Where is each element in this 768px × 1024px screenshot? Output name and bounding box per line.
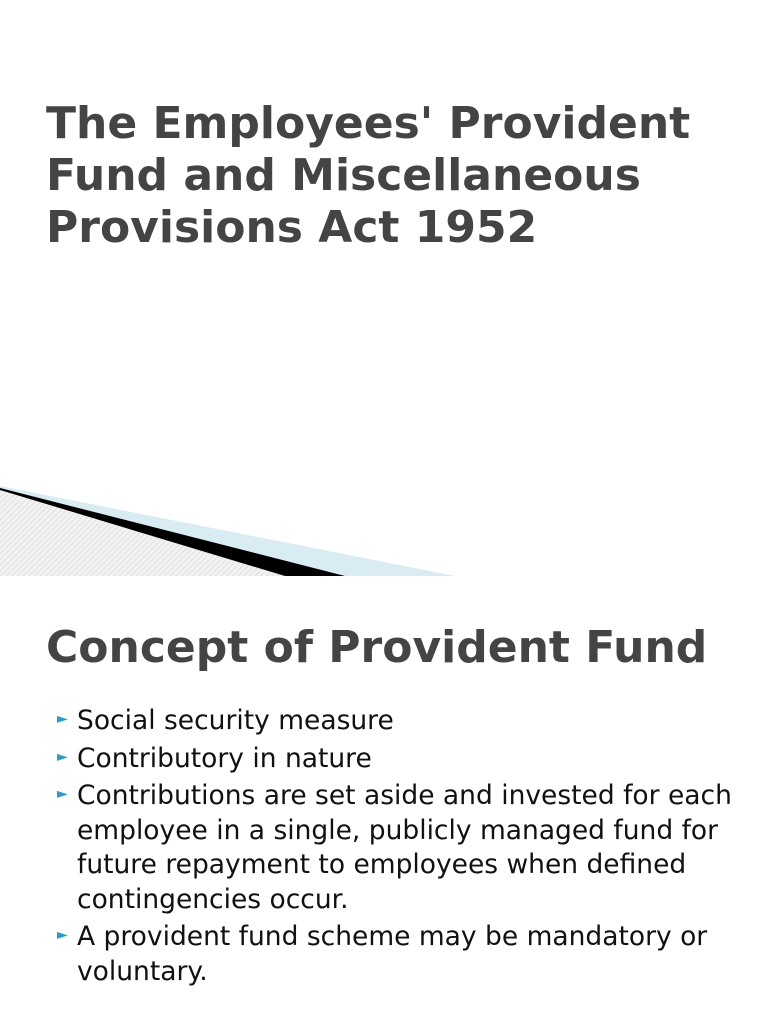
slide-heading: Concept of Provident Fund — [46, 622, 708, 673]
bullet-list — [0, 704, 768, 992]
slide-title — [46, 98, 746, 254]
bullet-text: Contributory in nature — [77, 742, 372, 774]
bullet-arrow-icon: ► — [57, 786, 68, 802]
bullet-arrow-icon: ► — [57, 711, 68, 727]
bullet-item — [0, 742, 768, 777]
title-line-3: Provisions Act 1952 — [46, 202, 538, 253]
bullet-text: Social security measure — [77, 705, 394, 736]
bullet-text: A provident fund scheme may be mandatory or voluntary. — [77, 921, 708, 987]
bullet-item — [0, 779, 768, 917]
concept-slide — [0, 576, 768, 1024]
title-line-2: Fund and Miscellaneous — [46, 150, 641, 201]
bullet-arrow-icon: ► — [57, 927, 68, 943]
decorative-wedge — [0, 480, 460, 576]
bullet-item — [0, 704, 768, 739]
bullet-arrow-icon: ► — [57, 748, 68, 765]
bullet-item — [0, 920, 768, 989]
bullet-text: Contributions are set aside and invested for each employee in a single, publicly managed fund for future repayment to employees when defined contingencies occur. — [77, 780, 732, 915]
title-line-1: The Employees' Provident — [46, 98, 691, 149]
